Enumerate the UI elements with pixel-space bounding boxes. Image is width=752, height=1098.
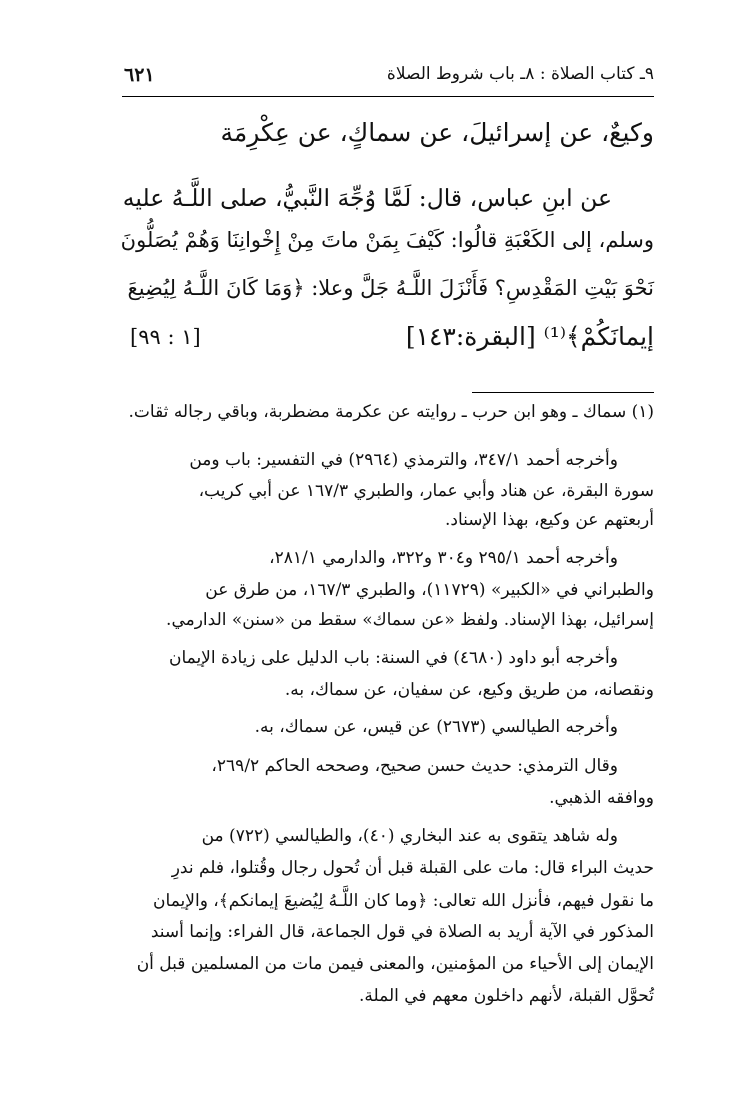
footnote-line: ما نقول فيهم، فأنزل الله تعالى: ﴿وما كان اللَّـهُ لِيُضيعَ إيمانكم﴾، والإيمان [153,891,654,911]
footnote-divider [472,392,654,393]
hadith-text-line: إيمانَكُمْ﴾⁽¹⁾ [البقرة:١٤٣] [405,322,654,351]
footnote-line: إسرائيل، بهذا الإسناد. ولفظ «عن سماك» سقط من «سنن» الدارمي. [166,610,654,630]
hadith-reference: [١ : ٩٩] [130,325,201,349]
footnote-line: (١) سماك ـ وهو ابن حرب ـ روايته عن عكرمة مضطربة، وباقي رجاله ثقات. [128,402,654,422]
footnote-line: وله شاهد يتقوى به عند البخاري (٤٠)، والطيالسي (٧٢٢) من [201,826,618,846]
footnote-line: وأخرجه أحمد ٣٤٧/١، والترمذي (٢٩٦٤) في التفسير: باب ومن [189,450,618,470]
hadith-text-line: نَحْوَ بَيْتِ المَقْدِسِ؟ فَأَنْزَلَ اللَّـهُ جَلَّ وعلا: ﴿وَمَا كَانَ اللَّـهُ لِيُضِيعَ [127,276,654,300]
header-divider [122,96,654,97]
footnote-line: والطبراني في «الكبير» (١١٧٢٩)، والطبري ١٦٧/٣، من طرق عن [205,580,654,600]
hadith-text-line: عن ابنِ عباس، قال: لَمَّا وُجِّهَ النَّبيُّ، صلى اللَّـهُ عليه [122,184,612,212]
page-number: ٦٢١ [124,64,155,86]
footnote-line: وأخرجه أبو داود (٤٦٨٠) في السنة: باب الدليل على زيادة الإيمان [168,648,618,668]
hadith-text-line: وكيعٌ، عن إسرائيلَ، عن سماكٍ، عن عِكْرِمَة [220,118,654,147]
running-header-title: ٩ـ كتاب الصلاة : ٨ـ باب شروط الصلاة [386,64,654,84]
footnote-line: تُحوَّل القبلة، لأنهم داخلون معهم في الملة. [358,986,654,1006]
footnote-line: أربعتهم عن وكيع، بهذا الإسناد. [445,510,654,530]
footnote-line: حديث البراء قال: مات على القبلة قبل أن تُحول رجال وقُتلوا، فلم ندرِ [171,858,654,878]
footnote-line: سورة البقرة، عن هناد وأبي عمار، والطبري ١٦٧/٣ عن أبي كريب، [198,481,654,501]
footnote-line: الإيمان إلى الأحياء من المؤمنين، والمعنى فيمن مات من المسلمين قبل أن [136,954,654,974]
footnote-line: المذكور في الآية أريد به الصلاة في قول الجماعة، قال الفراء: وإنما أسند [150,922,654,942]
footnote-line: وقال الترمذي: حديث حسن صحيح، وصححه الحاكم ٢٦٩/٢، [211,756,618,776]
footnote-line: ووافقه الذهبي. [549,788,654,808]
footnote-line: وأخرجه الطيالسي (٢٦٧٣) عن قيس، عن سماك، به. [254,717,618,737]
hadith-text-line: وسلم، إلى الكَعْبَةِ قالُوا: كَيْفَ بِمَنْ ماتَ مِنْ إِخْوانِنَا وَهُمْ يُصَلُّونَ [120,228,654,252]
footnote-line: وأخرجه أحمد ٢٩٥/١ و٣٠٤ و٣٢٢، والدارمي ٢٨١/١، [269,548,618,568]
footnote-line: ونقصانه، من طريق وكيع، عن سفيان، عن سماك، به. [284,680,654,700]
